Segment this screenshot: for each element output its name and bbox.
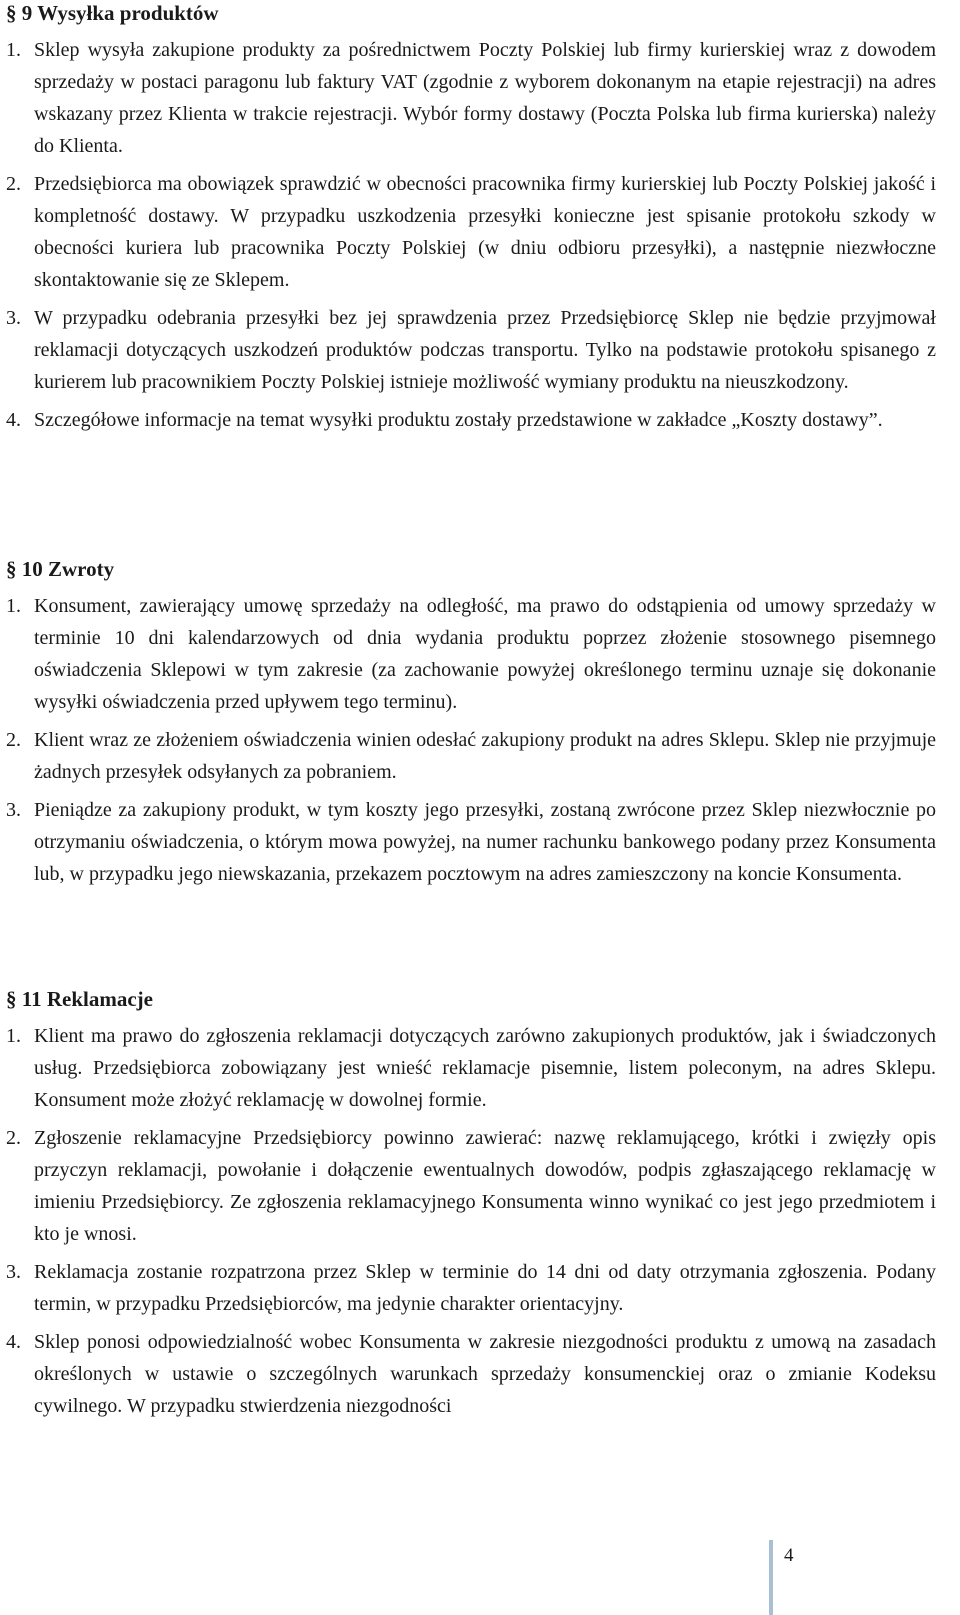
list-item <box>6 34 936 162</box>
item-number: 4. <box>6 1331 21 1353</box>
section-heading: § 11 Reklamacje <box>6 987 153 1011</box>
item-number: 2. <box>6 729 21 751</box>
footer-divider <box>769 1540 773 1615</box>
item-text: Klient ma prawo do zgłoszenia reklamacji dotyczących zarówno zakupionych produktów, jak i świadczonych usług. Przedsiębiorca zobowiązany jest wnieść reklamacje pisemnie, listem poleconym, na adres Sklepu. Konsument może złożyć reklamację w dowolnej formie. <box>34 1025 936 1111</box>
item-number: 1. <box>6 1025 21 1047</box>
list-item <box>6 724 936 788</box>
section-heading: § 10 Zwroty <box>6 557 115 581</box>
item-number: 1. <box>6 39 21 61</box>
list-item <box>6 168 936 296</box>
item-text: Sklep ponosi odpowiedzialność wobec Konsumenta w zakresie niezgodności produktu z umową na zasadach określonych w ustawie o szczególnych warunkach sprzedaży konsumenckiej oraz o zmianie Kodeksu cywilnego. W przypadku stwierdzenia niezgodności <box>34 1331 936 1417</box>
section-shipping <box>6 0 936 442</box>
list-item <box>6 590 936 718</box>
item-text: Reklamacja zostanie rozpatrzona przez Sklep w terminie do 14 dni od daty otrzymania zgłoszenia. Podany termin, w przypadku Przedsiębiorców, ma jedynie charakter orientacyjny. <box>34 1261 936 1315</box>
item-text: Pieniądze za zakupiony produkt, w tym koszty jego przesyłki, zostaną zwrócone przez Sklep niezwłocznie po otrzymaniu oświadczenia, o którym mowa powyżej, na numer rachunku bankowego podany przez Konsumenta lub, w przypadku jego niewskazania, przekazem pocztowym na adres zamieszczony na koncie Konsumenta. <box>34 799 936 885</box>
list-item <box>6 1326 936 1422</box>
list-item <box>6 1122 936 1250</box>
item-text: Przedsiębiorca ma obowiązek sprawdzić w obecności pracownika firmy kurierskiej lub Poczty Polskiej jakość i kompletność dostawy. W przypadku uszkodzenia przesyłki konieczne jest spisanie protokołu szkody w obecności kuriera lub pracownika Poczty Polskiej (w dniu odbioru przesyłki), a następnie niezwłoczne skontaktowanie się ze Sklepem. <box>34 173 936 291</box>
list-item <box>6 794 936 890</box>
item-text: Szczegółowe informacje na temat wysyłki produktu zostały przedstawione w zakładce „Koszty dostawy”. <box>34 409 883 431</box>
list-item <box>6 302 936 398</box>
item-number: 1. <box>6 595 21 617</box>
section-complaints <box>6 986 936 1428</box>
item-text: Sklep wysyła zakupione produkty za pośrednictwem Poczty Polskiej lub firmy kurierskiej wraz z dowodem sprzedaży w postaci paragonu lub faktury VAT (zgodnie z wyborem dokonanym na etapie rejestracji) na adres wskazany przez Klienta w trakcie rejestracji. Wybór formy dostawy (Poczta Polska lub firma kurierska) należy do Klienta. <box>34 39 936 157</box>
item-number: 2. <box>6 1127 21 1149</box>
section-returns <box>6 556 936 896</box>
item-number: 3. <box>6 307 21 329</box>
item-number: 3. <box>6 1261 21 1283</box>
item-number: 4. <box>6 409 21 431</box>
item-number: 3. <box>6 799 21 821</box>
list-item <box>6 1020 936 1116</box>
page-number: 4 <box>784 1545 794 1566</box>
list-item <box>6 1256 936 1320</box>
item-text: Konsument, zawierający umowę sprzedaży na odległość, ma prawo do odstąpienia od umowy sprzedaży w terminie 10 dni kalendarzowych od dnia wydania produktu poprzez złożenie stosownego pisemnego oświadczenia Sklepowi w tym zakresie (za zachowanie powyżej określonego terminu uznaje się dokonanie wysyłki oświadczenia przed upływem tego terminu). <box>34 595 936 713</box>
section-heading: § 9 Wysyłka produktów <box>6 1 219 25</box>
item-text: Klient wraz ze złożeniem oświadczenia winien odesłać zakupiony produkt na adres Sklepu. Sklep nie przyjmuje żadnych przesyłek odsyłanych za pobraniem. <box>34 729 936 783</box>
item-text: Zgłoszenie reklamacyjne Przedsiębiorcy powinno zawierać: nazwę reklamującego, krótki i zwięzły opis przyczyn reklamacji, powołanie i dołączenie ewentualnych dowodów, podpis zgłaszającego reklamację w imieniu Przedsiębiorcy. Ze zgłoszenia reklamacyjnego Konsumenta winno wynikać co jest jego przedmiotem i kto je wnosi. <box>34 1127 936 1245</box>
item-text: W przypadku odebrania przesyłki bez jej sprawdzenia przez Przedsiębiorcę Sklep nie będzie przyjmował reklamacji dotyczących uszkodzeń produktów podczas transportu. Tylko na podstawie protokołu spisanego z kurierem lub pracownikiem Poczty Polskiej istnieje możliwość wymiany produktu na nieuszkodzony. <box>34 307 936 393</box>
item-number: 2. <box>6 173 21 195</box>
list-item <box>6 404 936 436</box>
